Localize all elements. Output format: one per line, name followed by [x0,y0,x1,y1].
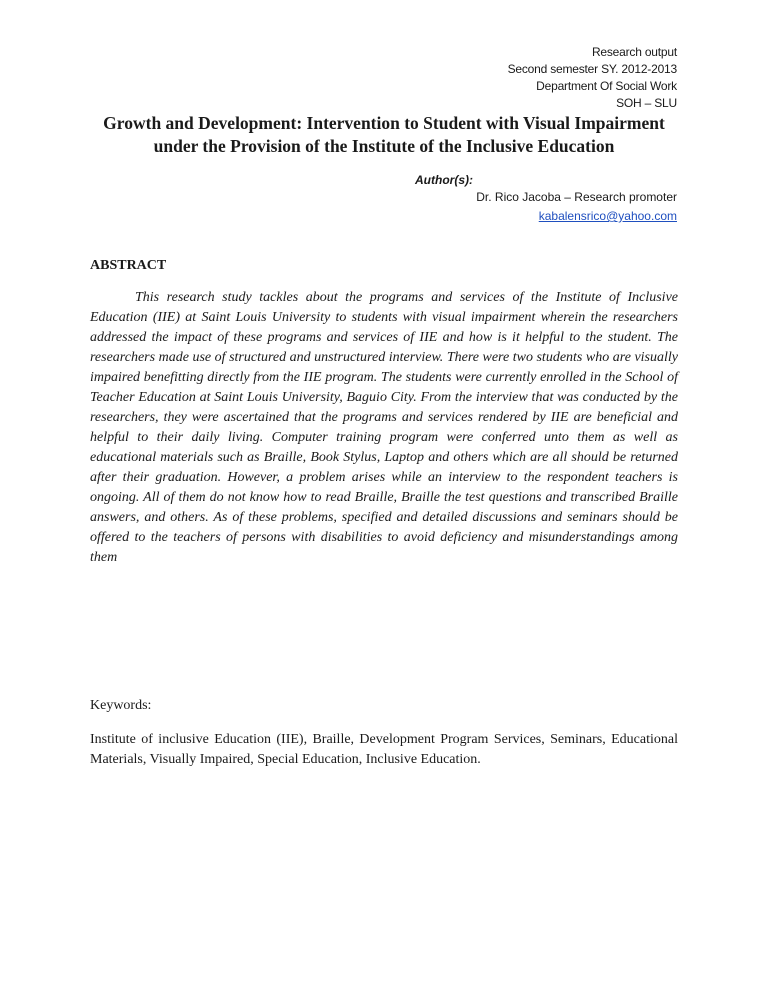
abstract-heading: ABSTRACT [90,258,167,273]
header-line-semester: Second semester SY. 2012-2013 [507,62,677,76]
authors-label: Author(s): [415,173,473,187]
document-header [508,44,677,112]
abstract-body: This research study tackles about the programs and services of the Institute of Inclusive Education (IIE) at Saint Louis University to students with visual impairment wherein the researchers addressed the impact of these programs and services of IIE and how is it helpful to the student. The researchers made use of structured and unstructured interview. There were two students who are visually impaired benefitting directly from the IIE program. The students were currently enrolled in the School of Teacher Education at Saint Louis University, Baguio City. From the interview that was conducted by the researchers, they were ascertained that the programs and services rendered by IIE are beneficial and helpful to their daily living. Computer training program were conferred unto them as well as educational materials such as Braille, Book Stylus, Laptop and others which are all should be returned after their graduation. However, a problem arises while an interview to the respondent teachers is ongoing. All of them do not know how to read Braille, Braille the test questions and transcribed Braille answers, and others. As of these problems, specified and detailed discussions and seminars should be offered to the teachers of persons with disabilities to avoid deficiency and misunderstandings among them [90,290,678,565]
keywords-body: Institute of inclusive Education (IIE), Braille, Development Program Services, Seminars, Educational Materials, Visually Impaired, Special Education, Inclusive Education. [90,732,678,767]
author-email-link[interactable]: kabalensrico@yahoo.com [538,209,677,223]
paper-title: Growth and Development: Intervention to Student with Visual Impairment under the Provision of the Institute of the Inclusive Education [103,113,665,156]
keywords-label: Keywords: [90,698,152,713]
header-line-school: SOH – SLU [616,96,677,110]
header-line-research-output: Research output [591,45,677,59]
author-name: Dr. Rico Jacoba – Research promoter [476,190,677,204]
header-line-department: Department Of Social Work [536,79,677,93]
authors-block [415,171,677,226]
